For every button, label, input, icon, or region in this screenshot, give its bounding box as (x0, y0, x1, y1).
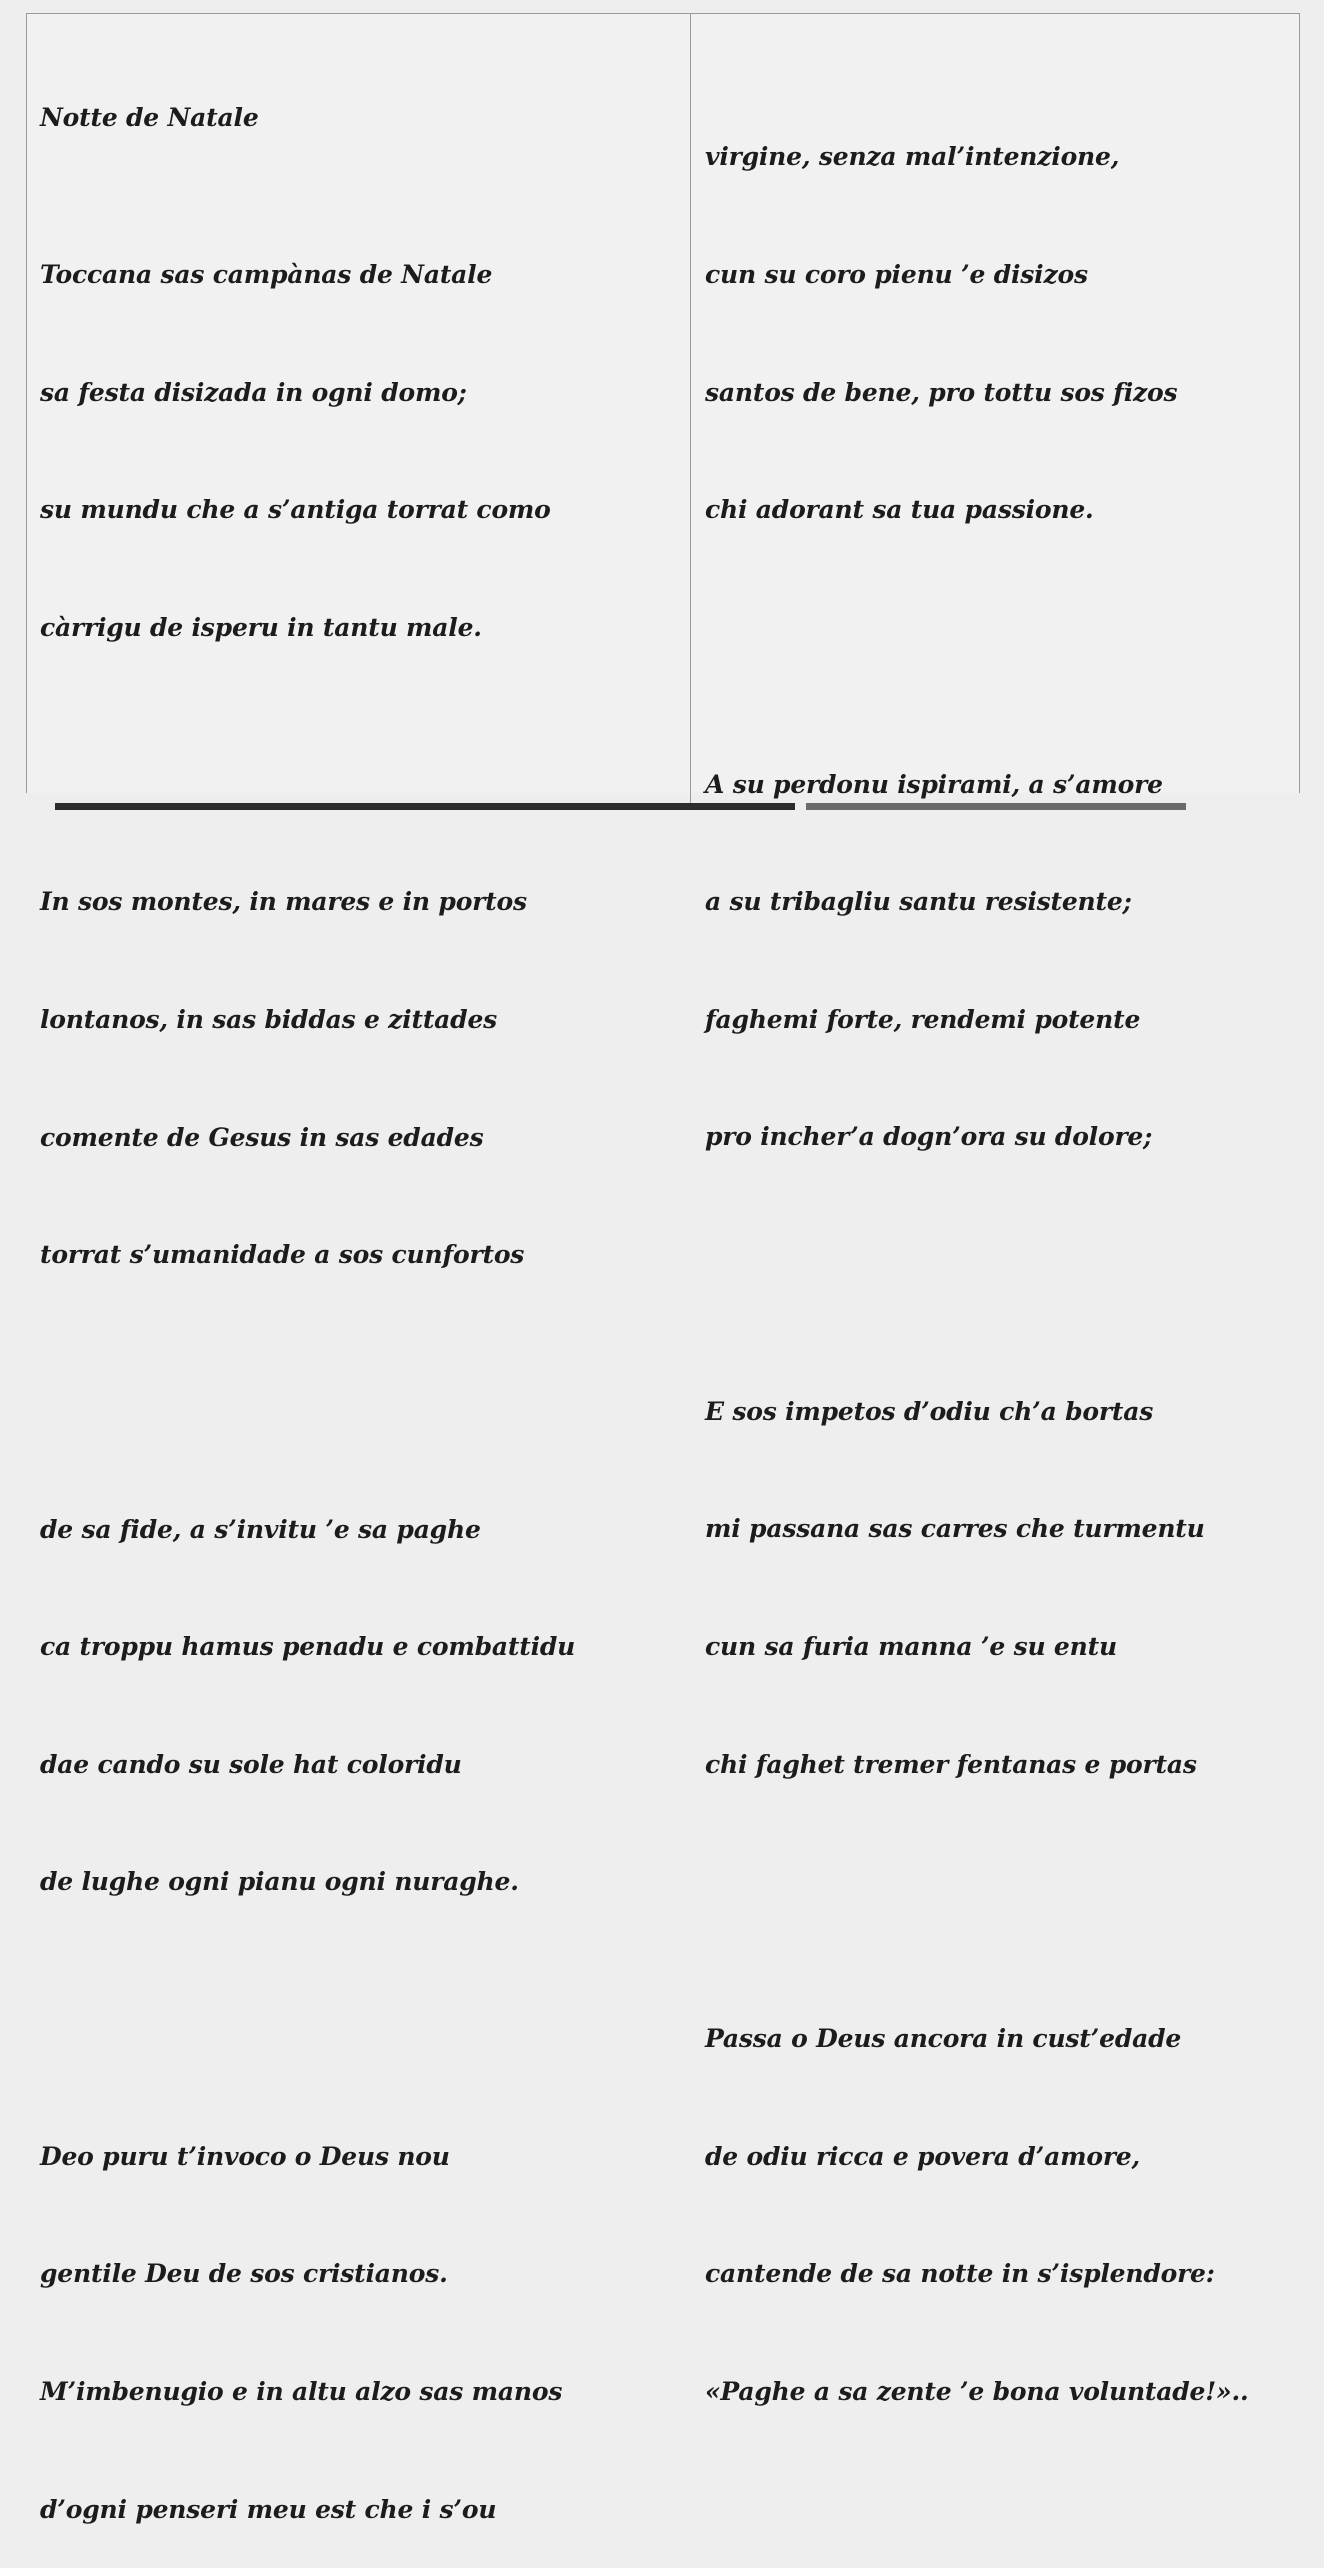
poem-line: Deo puru t’invoco o Deus nou (40, 2141, 450, 2171)
poem-line: A su perdonu ispirami, a s’amore (705, 769, 1163, 799)
poem-line: càrrigu de isperu in tantu male. (40, 612, 482, 642)
poem-line: gentile Deu de sos cristianos. (40, 2259, 448, 2289)
stanza-gap (40, 726, 575, 765)
poem-line: cantende de sa notte in s’isplendore: (705, 2259, 1215, 2289)
stanza-gap (705, 608, 1248, 647)
poem-line: santos de bene, pro tottu sos fizos (705, 377, 1178, 407)
poem-line: de sa fide, a s’invitu ’e sa paghe (40, 1514, 481, 1544)
poem-line: M’imbenugio e in altu alzo sas manos (40, 2376, 563, 2406)
poem-line: pro incher’a dogn’ora su dolore; (705, 1122, 1153, 1152)
stanza-gap (705, 1235, 1248, 1274)
poem-line: Toccana sas campànas de Natale (40, 260, 493, 290)
poem-title: Notte de Natale (40, 103, 259, 133)
stanza-gap (40, 1980, 575, 2019)
stanza-gap (705, 1862, 1248, 1901)
poem-line: d’ogni penseri meu est che i s’ou (40, 2494, 497, 2524)
poem-line: In sos montes, in mares e in portos (40, 887, 527, 917)
poem-line: E sos impetos d’odiu ch’a bortas (705, 1396, 1154, 1426)
poem-line: chi adorant sa tua passione. (705, 495, 1094, 525)
poem-line: dae cando su sole hat coloridu (40, 1749, 462, 1779)
poem-line: ca troppu hamus penadu e combattidu (40, 1632, 576, 1662)
poem-right-column (705, 59, 1248, 2450)
poem-line: de odiu ricca e povera d’amore, (705, 2141, 1140, 2171)
poem-line: comente de Gesus in sas edades (40, 1122, 484, 1152)
poem-line: Passa o Deus ancora in cust’edade (705, 2023, 1182, 2053)
column-divider (690, 13, 691, 803)
poem-line: de lughe ogni pianu ogni nuraghe. (40, 1867, 519, 1897)
poem-line: a su tribagliu santu resistente; (705, 887, 1132, 917)
stanza-gap (40, 1353, 575, 1392)
poem-left-column (40, 20, 575, 2568)
poem-line: cun su coro pienu ’e disizos (705, 260, 1088, 289)
poem-line: «Paghe a sa zente ’e bona voluntade!».. (705, 2376, 1249, 2406)
poem-line: mi passana sas carres che turmentu (705, 1514, 1205, 1544)
poem-line: cun sa furia manna ’e su entu (705, 1631, 1117, 1661)
poem-line: chi faghet tremer fentanas e portas (705, 1749, 1197, 1779)
poem-line: virgine, senza mal’intenzione, (705, 142, 1120, 172)
poem-line: lontanos, in sas biddas e zittades (40, 1004, 498, 1034)
poem-line: torrat s’umanidade a sos cunfortos (40, 1240, 525, 1270)
poem-line: faghemi forte, rendemi potente (705, 1004, 1141, 1034)
poem-line: sa festa disizada in ogni domo; (40, 377, 467, 407)
poem-line: su mundu che a s’antiga torrat como (40, 495, 551, 525)
